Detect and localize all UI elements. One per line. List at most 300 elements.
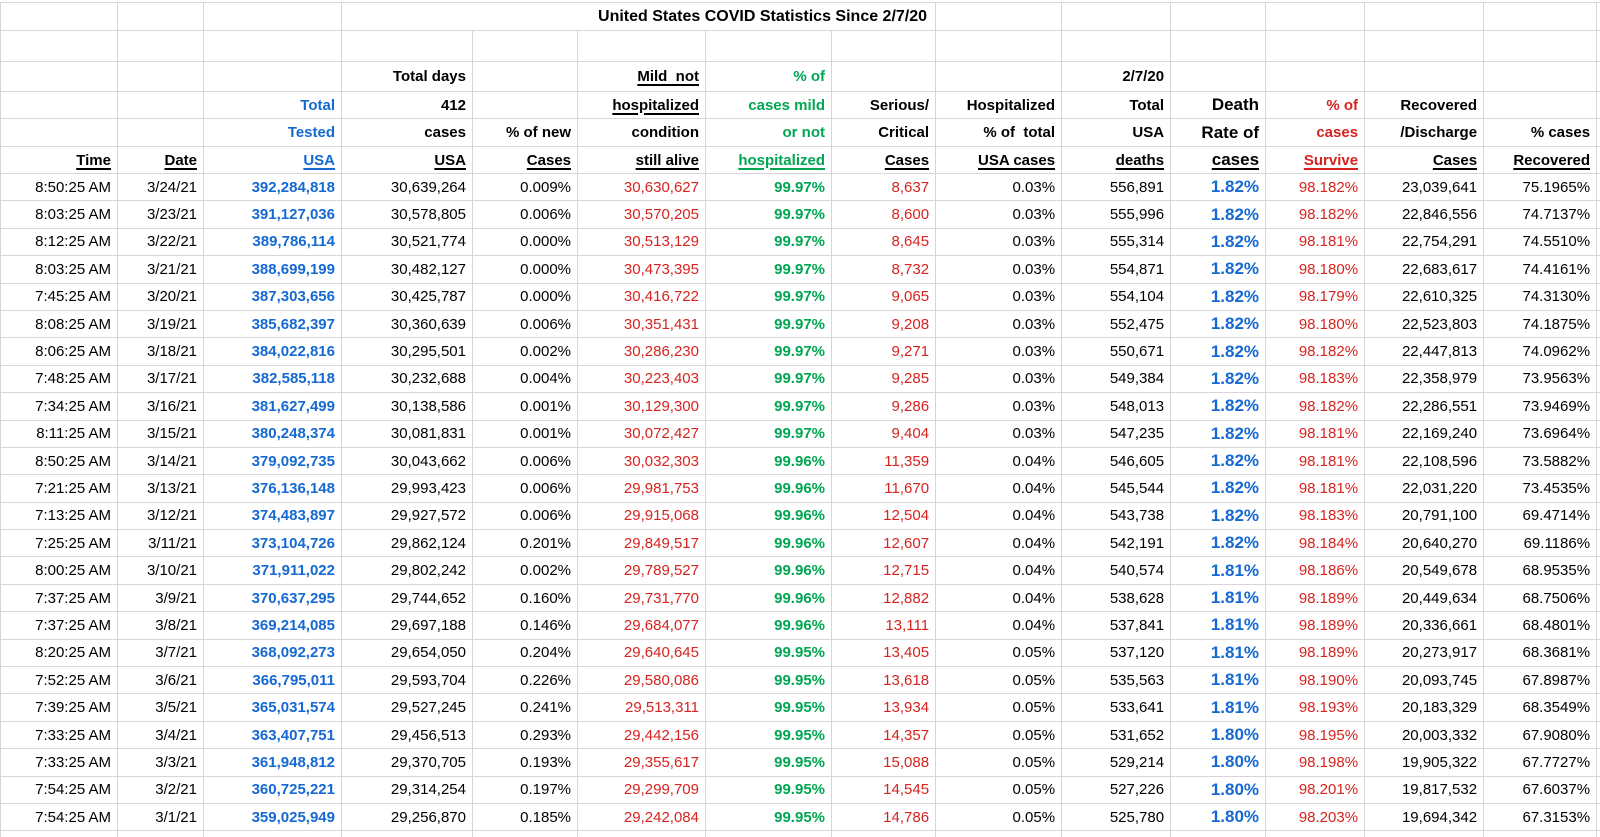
header-hospitalized[interactable]: hospitalized	[578, 92, 706, 119]
cell-time[interactable]: 7:37:25 AM	[1, 584, 118, 611]
empty-cell[interactable]	[1597, 502, 1600, 529]
cell-recovered-discharge-cases[interactable]: 20,183,329	[1365, 694, 1484, 721]
cell-total-tested-usa[interactable]: 369,214,085	[204, 612, 342, 639]
cell-total-cases-usa[interactable]: 30,043,662	[342, 447, 473, 474]
cell-pct-new-cases[interactable]: 0.146%	[473, 612, 578, 639]
empty-cell[interactable]	[1597, 393, 1600, 420]
cell-pct-cases-survive[interactable]: 98.181%	[1266, 475, 1365, 502]
header-death[interactable]: Death	[1171, 92, 1266, 119]
cell-total-tested-usa[interactable]: 388,699,199	[204, 256, 342, 283]
cell-death-rate-of-cases[interactable]: 1.82%	[1171, 310, 1266, 337]
cell-time[interactable]: 7:33:25 AM	[1, 749, 118, 776]
cell-hospitalized-pct-of-cases[interactable]: 0.04%	[936, 475, 1062, 502]
cell-serious-critical-cases[interactable]: 8,600	[832, 201, 936, 228]
cell-pct-cases-mild[interactable]: 99.97%	[706, 338, 832, 365]
cell-pct-cases-survive[interactable]: 98.198%	[1266, 749, 1365, 776]
cell-pct-cases-survive[interactable]: 98.195%	[1266, 721, 1365, 748]
empty-cell[interactable]	[1484, 3, 1597, 31]
empty-cell[interactable]	[118, 62, 204, 92]
empty-cell[interactable]	[1484, 31, 1597, 62]
empty-cell[interactable]	[936, 31, 1062, 62]
cell-date[interactable]: 3/11/21	[118, 530, 204, 557]
cell-pct-new-cases[interactable]: 0.009%	[473, 174, 578, 201]
cell-pct-cases-recovered[interactable]: 67.8987%	[1484, 667, 1597, 694]
cell-mild-not-hospitalized-alive[interactable]: 30,032,303	[578, 447, 706, 474]
cell-time[interactable]: 7:21:25 AM	[1, 475, 118, 502]
cell-total-tested-usa[interactable]: 381,627,499	[204, 393, 342, 420]
cell-total-cases-usa[interactable]: 29,654,050	[342, 639, 473, 666]
cell-death-rate-of-cases[interactable]: 1.80%	[1171, 776, 1266, 803]
empty-cell[interactable]	[1062, 31, 1171, 62]
cell-pct-cases-recovered[interactable]: 67.9080%	[1484, 721, 1597, 748]
empty-cell[interactable]	[1597, 3, 1600, 31]
cell-death-rate-of-cases[interactable]: 1.82%	[1171, 502, 1266, 529]
cell-death-rate-of-cases[interactable]: 1.82%	[1171, 174, 1266, 201]
cell-date[interactable]: 3/21/21	[118, 256, 204, 283]
cell-pct-cases-survive[interactable]: 98.183%	[1266, 502, 1365, 529]
cell-hospitalized-pct-of-cases[interactable]: 0.03%	[936, 310, 1062, 337]
cell-hospitalized-pct-of-cases[interactable]: 0.05%	[936, 639, 1062, 666]
cell-date[interactable]: 3/23/21	[118, 201, 204, 228]
empty-cell[interactable]	[1597, 147, 1600, 174]
header-pct-cases[interactable]: % cases	[1484, 119, 1597, 147]
cell-serious-critical-cases[interactable]: 13,934	[832, 694, 936, 721]
empty-cell[interactable]	[1, 31, 118, 62]
empty-cell[interactable]	[1, 92, 118, 119]
cell-mild-not-hospitalized-alive[interactable]: 29,684,077	[578, 612, 706, 639]
cell-hospitalized-pct-of-cases[interactable]: 0.05%	[936, 776, 1062, 803]
cell-death-rate-of-cases[interactable]: 1.82%	[1171, 530, 1266, 557]
cell-total-cases-usa[interactable]: 30,138,586	[342, 393, 473, 420]
empty-cell[interactable]	[473, 31, 578, 62]
cell-mild-not-hospitalized-alive[interactable]: 29,442,156	[578, 721, 706, 748]
empty-cell[interactable]	[118, 31, 204, 62]
cell-serious-critical-cases[interactable]: 14,786	[832, 803, 936, 830]
empty-cell[interactable]	[1597, 283, 1600, 310]
empty-cell[interactable]	[1597, 420, 1600, 447]
cell-mild-not-hospitalized-alive[interactable]: 29,981,753	[578, 475, 706, 502]
empty-cell[interactable]	[1365, 62, 1484, 92]
cell-total-tested-usa[interactable]: 359,025,949	[204, 803, 342, 830]
cell-death-rate-of-cases[interactable]: 1.82%	[1171, 256, 1266, 283]
cell-pct-new-cases[interactable]: 0.001%	[473, 393, 578, 420]
empty-cell[interactable]	[204, 831, 342, 837]
cell-hospitalized-pct-of-cases[interactable]: 0.03%	[936, 283, 1062, 310]
cell-pct-cases-recovered[interactable]: 73.6964%	[1484, 420, 1597, 447]
cell-recovered-discharge-cases[interactable]: 22,108,596	[1365, 447, 1484, 474]
empty-cell[interactable]	[473, 831, 578, 837]
empty-cell[interactable]	[342, 831, 473, 837]
cell-total-tested-usa[interactable]: 376,136,148	[204, 475, 342, 502]
cell-pct-cases-survive[interactable]: 98.203%	[1266, 803, 1365, 830]
cell-recovered-discharge-cases[interactable]: 20,273,917	[1365, 639, 1484, 666]
header-tested[interactable]: Tested	[204, 119, 342, 147]
cell-hospitalized-pct-of-cases[interactable]: 0.04%	[936, 447, 1062, 474]
cell-hospitalized-pct-of-cases[interactable]: 0.03%	[936, 365, 1062, 392]
cell-pct-new-cases[interactable]: 0.000%	[473, 228, 578, 255]
cell-mild-not-hospitalized-alive[interactable]: 29,513,311	[578, 694, 706, 721]
cell-hospitalized-pct-of-cases[interactable]: 0.03%	[936, 338, 1062, 365]
cell-serious-critical-cases[interactable]: 12,607	[832, 530, 936, 557]
cell-time[interactable]: 7:25:25 AM	[1, 530, 118, 557]
cell-total-usa-deaths[interactable]: 527,226	[1062, 776, 1171, 803]
cell-date[interactable]: 3/13/21	[118, 475, 204, 502]
cell-hospitalized-pct-of-cases[interactable]: 0.04%	[936, 502, 1062, 529]
cell-pct-cases-survive[interactable]: 98.184%	[1266, 530, 1365, 557]
cell-date[interactable]: 3/6/21	[118, 667, 204, 694]
empty-cell[interactable]	[1597, 310, 1600, 337]
cell-pct-cases-survive[interactable]: 98.182%	[1266, 393, 1365, 420]
empty-cell[interactable]	[1484, 92, 1597, 119]
empty-cell[interactable]	[1597, 447, 1600, 474]
empty-cell[interactable]	[1597, 612, 1600, 639]
cell-hospitalized-pct-of-cases[interactable]: 0.03%	[936, 201, 1062, 228]
cell-date[interactable]: 3/16/21	[118, 393, 204, 420]
empty-cell[interactable]	[1597, 530, 1600, 557]
cell-total-cases-usa[interactable]: 29,744,652	[342, 584, 473, 611]
cell-total-cases-usa[interactable]: 29,697,188	[342, 612, 473, 639]
empty-cell[interactable]	[832, 831, 936, 837]
cell-recovered-discharge-cases[interactable]: 19,817,532	[1365, 776, 1484, 803]
cell-date[interactable]: 3/9/21	[118, 584, 204, 611]
cell-mild-not-hospitalized-alive[interactable]: 29,299,709	[578, 776, 706, 803]
cell-date[interactable]: 3/8/21	[118, 612, 204, 639]
cell-mild-not-hospitalized-alive[interactable]: 29,849,517	[578, 530, 706, 557]
cell-total-cases-usa[interactable]: 30,482,127	[342, 256, 473, 283]
cell-pct-cases-mild[interactable]: 99.97%	[706, 256, 832, 283]
cell-serious-critical-cases[interactable]: 12,504	[832, 502, 936, 529]
cell-total-cases-usa[interactable]: 30,295,501	[342, 338, 473, 365]
empty-cell[interactable]	[1597, 62, 1600, 92]
cell-hospitalized-pct-of-cases[interactable]: 0.05%	[936, 803, 1062, 830]
header-usa[interactable]: USA	[1062, 119, 1171, 147]
cell-pct-cases-mild[interactable]: 99.96%	[706, 475, 832, 502]
cell-pct-new-cases[interactable]: 0.193%	[473, 749, 578, 776]
cell-pct-cases-survive[interactable]: 98.190%	[1266, 667, 1365, 694]
cell-serious-critical-cases[interactable]: 9,285	[832, 365, 936, 392]
header-condition[interactable]: condition	[578, 119, 706, 147]
cell-pct-new-cases[interactable]: 0.160%	[473, 584, 578, 611]
cell-mild-not-hospitalized-alive[interactable]: 30,416,722	[578, 283, 706, 310]
cell-serious-critical-cases[interactable]: 14,545	[832, 776, 936, 803]
cell-total-cases-usa[interactable]: 30,578,805	[342, 201, 473, 228]
cell-mild-not-hospitalized-alive[interactable]: 30,129,300	[578, 393, 706, 420]
cell-pct-cases-recovered[interactable]: 74.7137%	[1484, 201, 1597, 228]
cell-recovered-discharge-cases[interactable]: 22,754,291	[1365, 228, 1484, 255]
cell-total-tested-usa[interactable]: 384,022,816	[204, 338, 342, 365]
cell-pct-cases-survive[interactable]: 98.201%	[1266, 776, 1365, 803]
cell-total-usa-deaths[interactable]: 537,120	[1062, 639, 1171, 666]
cell-pct-cases-mild[interactable]: 99.96%	[706, 612, 832, 639]
cell-pct-cases-recovered[interactable]: 73.9469%	[1484, 393, 1597, 420]
cell-hospitalized-pct-of-cases[interactable]: 0.05%	[936, 694, 1062, 721]
cell-pct-new-cases[interactable]: 0.000%	[473, 283, 578, 310]
cell-total-cases-usa[interactable]: 29,370,705	[342, 749, 473, 776]
cell-death-rate-of-cases[interactable]: 1.81%	[1171, 557, 1266, 584]
cell-pct-cases-survive[interactable]: 98.179%	[1266, 283, 1365, 310]
header-total-days[interactable]: Total days	[342, 62, 473, 92]
cell-total-usa-deaths[interactable]: 555,996	[1062, 201, 1171, 228]
cell-mild-not-hospitalized-alive[interactable]: 29,355,617	[578, 749, 706, 776]
cell-death-rate-of-cases[interactable]: 1.80%	[1171, 721, 1266, 748]
cell-recovered-discharge-cases[interactable]: 20,640,270	[1365, 530, 1484, 557]
empty-cell[interactable]	[1, 831, 118, 837]
cell-date[interactable]: 3/3/21	[118, 749, 204, 776]
cell-total-usa-deaths[interactable]: 535,563	[1062, 667, 1171, 694]
cell-date[interactable]: 3/2/21	[118, 776, 204, 803]
cell-time[interactable]: 7:48:25 AM	[1, 365, 118, 392]
cell-pct-cases-survive[interactable]: 98.181%	[1266, 420, 1365, 447]
cell-total-tested-usa[interactable]: 366,795,011	[204, 667, 342, 694]
empty-cell[interactable]	[1597, 92, 1600, 119]
cell-mild-not-hospitalized-alive[interactable]: 30,570,205	[578, 201, 706, 228]
empty-cell[interactable]	[1597, 749, 1600, 776]
cell-serious-critical-cases[interactable]: 11,359	[832, 447, 936, 474]
cell-hospitalized-pct-of-cases[interactable]: 0.04%	[936, 584, 1062, 611]
empty-cell[interactable]	[1597, 228, 1600, 255]
cell-serious-critical-cases[interactable]: 12,715	[832, 557, 936, 584]
empty-cell[interactable]	[1062, 831, 1171, 837]
cell-hospitalized-pct-of-cases[interactable]: 0.05%	[936, 749, 1062, 776]
cell-death-rate-of-cases[interactable]: 1.82%	[1171, 420, 1266, 447]
cell-death-rate-of-cases[interactable]: 1.82%	[1171, 365, 1266, 392]
cell-total-cases-usa[interactable]: 29,256,870	[342, 803, 473, 830]
cell-pct-cases-mild[interactable]: 99.96%	[706, 502, 832, 529]
cell-recovered-discharge-cases[interactable]: 20,549,678	[1365, 557, 1484, 584]
cell-pct-cases-recovered[interactable]: 67.7727%	[1484, 749, 1597, 776]
empty-cell[interactable]	[1597, 31, 1600, 62]
empty-cell[interactable]	[204, 3, 342, 31]
cell-pct-cases-recovered[interactable]: 68.7506%	[1484, 584, 1597, 611]
cell-pct-cases-mild[interactable]: 99.95%	[706, 639, 832, 666]
cell-total-usa-deaths[interactable]: 545,544	[1062, 475, 1171, 502]
empty-cell[interactable]	[1, 119, 118, 147]
cell-total-usa-deaths[interactable]: 555,314	[1062, 228, 1171, 255]
cell-recovered-discharge-cases[interactable]: 22,610,325	[1365, 283, 1484, 310]
cell-total-tested-usa[interactable]: 392,284,818	[204, 174, 342, 201]
cell-total-tested-usa[interactable]: 373,104,726	[204, 530, 342, 557]
empty-cell[interactable]	[1484, 62, 1597, 92]
cell-mild-not-hospitalized-alive[interactable]: 30,286,230	[578, 338, 706, 365]
cell-total-cases-usa[interactable]: 30,639,264	[342, 174, 473, 201]
cell-date[interactable]: 3/22/21	[118, 228, 204, 255]
header-survive[interactable]: Survive	[1266, 147, 1365, 174]
empty-cell[interactable]	[1597, 831, 1600, 837]
cell-pct-cases-mild[interactable]: 99.95%	[706, 776, 832, 803]
header-total-deaths[interactable]: Total	[1062, 92, 1171, 119]
empty-cell[interactable]	[1, 3, 118, 31]
cell-hospitalized-pct-of-cases[interactable]: 0.03%	[936, 393, 1062, 420]
cell-total-cases-usa[interactable]: 29,993,423	[342, 475, 473, 502]
empty-cell[interactable]	[1597, 201, 1600, 228]
header-death-rate-cases[interactable]: cases	[1171, 147, 1266, 174]
cell-date[interactable]: 3/10/21	[118, 557, 204, 584]
cell-pct-cases-recovered[interactable]: 74.0962%	[1484, 338, 1597, 365]
header-critical[interactable]: Critical	[832, 119, 936, 147]
cell-date[interactable]: 3/17/21	[118, 365, 204, 392]
cell-total-usa-deaths[interactable]: 549,384	[1062, 365, 1171, 392]
cell-pct-cases-recovered[interactable]: 68.3681%	[1484, 639, 1597, 666]
empty-cell[interactable]	[1597, 119, 1600, 147]
cell-serious-critical-cases[interactable]: 9,065	[832, 283, 936, 310]
header-hospitalized-green[interactable]: hospitalized	[706, 147, 832, 174]
header-pct-new[interactable]: % of new	[473, 119, 578, 147]
empty-cell[interactable]	[1597, 721, 1600, 748]
header-cases-red[interactable]: cases	[1266, 119, 1365, 147]
cell-recovered-discharge-cases[interactable]: 20,449,634	[1365, 584, 1484, 611]
cell-mild-not-hospitalized-alive[interactable]: 30,223,403	[578, 365, 706, 392]
cell-pct-cases-recovered[interactable]: 74.1875%	[1484, 310, 1597, 337]
cell-date[interactable]: 3/24/21	[118, 174, 204, 201]
cell-pct-cases-survive[interactable]: 98.182%	[1266, 338, 1365, 365]
cell-serious-critical-cases[interactable]: 8,732	[832, 256, 936, 283]
header-pct-of-red[interactable]: % of	[1266, 92, 1365, 119]
cell-recovered-discharge-cases[interactable]: 19,905,322	[1365, 749, 1484, 776]
cell-total-usa-deaths[interactable]: 552,475	[1062, 310, 1171, 337]
cell-death-rate-of-cases[interactable]: 1.82%	[1171, 393, 1266, 420]
cell-date[interactable]: 3/5/21	[118, 694, 204, 721]
cell-serious-critical-cases[interactable]: 9,286	[832, 393, 936, 420]
cell-death-rate-of-cases[interactable]: 1.82%	[1171, 475, 1266, 502]
cell-pct-cases-recovered[interactable]: 74.5510%	[1484, 228, 1597, 255]
cell-time[interactable]: 8:06:25 AM	[1, 338, 118, 365]
cell-total-usa-deaths[interactable]: 529,214	[1062, 749, 1171, 776]
cell-mild-not-hospitalized-alive[interactable]: 29,731,770	[578, 584, 706, 611]
cell-pct-cases-mild[interactable]: 99.95%	[706, 803, 832, 830]
header-date[interactable]: Date	[118, 147, 204, 174]
cell-date[interactable]: 3/14/21	[118, 447, 204, 474]
cell-time[interactable]: 8:00:25 AM	[1, 557, 118, 584]
empty-cell[interactable]	[1597, 776, 1600, 803]
cell-hospitalized-pct-of-cases[interactable]: 0.04%	[936, 612, 1062, 639]
empty-cell[interactable]	[832, 62, 936, 92]
empty-cell[interactable]	[1597, 557, 1600, 584]
cell-pct-cases-survive[interactable]: 98.182%	[1266, 201, 1365, 228]
cell-pct-new-cases[interactable]: 0.006%	[473, 310, 578, 337]
cell-total-cases-usa[interactable]: 30,521,774	[342, 228, 473, 255]
header-412[interactable]: 412	[342, 92, 473, 119]
empty-cell[interactable]	[1171, 31, 1266, 62]
cell-total-usa-deaths[interactable]: 538,628	[1062, 584, 1171, 611]
cell-pct-new-cases[interactable]: 0.001%	[473, 420, 578, 447]
cell-total-tested-usa[interactable]: 371,911,022	[204, 557, 342, 584]
cell-pct-cases-mild[interactable]: 99.97%	[706, 420, 832, 447]
cell-pct-cases-mild[interactable]: 99.97%	[706, 201, 832, 228]
cell-pct-new-cases[interactable]: 0.226%	[473, 667, 578, 694]
cell-recovered-discharge-cases[interactable]: 22,358,979	[1365, 365, 1484, 392]
cell-recovered-discharge-cases[interactable]: 20,003,332	[1365, 721, 1484, 748]
header-pct-of[interactable]: % of	[706, 62, 832, 92]
cell-pct-new-cases[interactable]: 0.204%	[473, 639, 578, 666]
empty-cell[interactable]	[578, 31, 706, 62]
header-cases-usa[interactable]: USA	[342, 147, 473, 174]
header-rate-of[interactable]: Rate of	[1171, 119, 1266, 147]
empty-cell[interactable]	[473, 92, 578, 119]
cell-mild-not-hospitalized-alive[interactable]: 30,072,427	[578, 420, 706, 447]
cell-total-usa-deaths[interactable]: 554,104	[1062, 283, 1171, 310]
cell-pct-cases-recovered[interactable]: 69.1186%	[1484, 530, 1597, 557]
cell-pct-new-cases[interactable]: 0.293%	[473, 721, 578, 748]
cell-total-usa-deaths[interactable]: 556,891	[1062, 174, 1171, 201]
empty-cell[interactable]	[1484, 831, 1597, 837]
cell-total-cases-usa[interactable]: 29,927,572	[342, 502, 473, 529]
cell-pct-cases-mild[interactable]: 99.95%	[706, 721, 832, 748]
empty-cell[interactable]	[1597, 365, 1600, 392]
cell-mild-not-hospitalized-alive[interactable]: 30,630,627	[578, 174, 706, 201]
empty-cell[interactable]	[706, 31, 832, 62]
cell-recovered-discharge-cases[interactable]: 22,286,551	[1365, 393, 1484, 420]
cell-pct-cases-mild[interactable]: 99.95%	[706, 667, 832, 694]
cell-pct-new-cases[interactable]: 0.197%	[473, 776, 578, 803]
header-cases-mild[interactable]: cases mild	[706, 92, 832, 119]
cell-total-cases-usa[interactable]: 30,425,787	[342, 283, 473, 310]
cell-time[interactable]: 7:37:25 AM	[1, 612, 118, 639]
cell-total-cases-usa[interactable]: 29,862,124	[342, 530, 473, 557]
cell-death-rate-of-cases[interactable]: 1.82%	[1171, 338, 1266, 365]
empty-cell[interactable]	[118, 92, 204, 119]
empty-cell[interactable]	[832, 31, 936, 62]
empty-cell[interactable]	[1171, 62, 1266, 92]
cell-time[interactable]: 7:34:25 AM	[1, 393, 118, 420]
cell-total-cases-usa[interactable]: 29,456,513	[342, 721, 473, 748]
cell-hospitalized-pct-of-cases[interactable]: 0.05%	[936, 721, 1062, 748]
cell-recovered-discharge-cases[interactable]: 20,336,661	[1365, 612, 1484, 639]
cell-pct-cases-recovered[interactable]: 73.5882%	[1484, 447, 1597, 474]
cell-recovered-discharge-cases[interactable]: 20,791,100	[1365, 502, 1484, 529]
cell-time[interactable]: 7:52:25 AM	[1, 667, 118, 694]
cell-date[interactable]: 3/7/21	[118, 639, 204, 666]
empty-cell[interactable]	[1597, 256, 1600, 283]
empty-cell[interactable]	[936, 3, 1062, 31]
cell-total-cases-usa[interactable]: 29,527,245	[342, 694, 473, 721]
cell-total-tested-usa[interactable]: 387,303,656	[204, 283, 342, 310]
cell-pct-new-cases[interactable]: 0.002%	[473, 338, 578, 365]
cell-pct-cases-recovered[interactable]: 69.4714%	[1484, 502, 1597, 529]
cell-total-usa-deaths[interactable]: 525,780	[1062, 803, 1171, 830]
cell-pct-new-cases[interactable]: 0.006%	[473, 447, 578, 474]
cell-pct-new-cases[interactable]: 0.002%	[473, 557, 578, 584]
cell-total-usa-deaths[interactable]: 531,652	[1062, 721, 1171, 748]
cell-serious-critical-cases[interactable]: 13,111	[832, 612, 936, 639]
header-new-cases[interactable]: Cases	[473, 147, 578, 174]
cell-hospitalized-pct-of-cases[interactable]: 0.03%	[936, 256, 1062, 283]
cell-death-rate-of-cases[interactable]: 1.82%	[1171, 201, 1266, 228]
header-or-not[interactable]: or not	[706, 119, 832, 147]
cell-time[interactable]: 7:39:25 AM	[1, 694, 118, 721]
cell-date[interactable]: 3/4/21	[118, 721, 204, 748]
cell-pct-cases-recovered[interactable]: 73.4535%	[1484, 475, 1597, 502]
cell-total-tested-usa[interactable]: 380,248,374	[204, 420, 342, 447]
cell-pct-cases-mild[interactable]: 99.95%	[706, 749, 832, 776]
cell-pct-new-cases[interactable]: 0.006%	[473, 201, 578, 228]
cell-time[interactable]: 8:03:25 AM	[1, 256, 118, 283]
cell-pct-cases-mild[interactable]: 99.95%	[706, 694, 832, 721]
cell-total-cases-usa[interactable]: 29,314,254	[342, 776, 473, 803]
header-recovered-pct[interactable]: Recovered	[1484, 147, 1597, 174]
cell-total-tested-usa[interactable]: 389,786,114	[204, 228, 342, 255]
empty-cell[interactable]	[1365, 31, 1484, 62]
cell-pct-new-cases[interactable]: 0.000%	[473, 256, 578, 283]
header-usa-cases[interactable]: USA cases	[936, 147, 1062, 174]
cell-pct-cases-survive[interactable]: 98.182%	[1266, 174, 1365, 201]
cell-total-tested-usa[interactable]: 361,948,812	[204, 749, 342, 776]
cell-death-rate-of-cases[interactable]: 1.81%	[1171, 667, 1266, 694]
cell-pct-cases-recovered[interactable]: 68.4801%	[1484, 612, 1597, 639]
cell-total-usa-deaths[interactable]: 540,574	[1062, 557, 1171, 584]
cell-recovered-discharge-cases[interactable]: 22,447,813	[1365, 338, 1484, 365]
cell-time[interactable]: 7:13:25 AM	[1, 502, 118, 529]
cell-hospitalized-pct-of-cases[interactable]: 0.04%	[936, 557, 1062, 584]
